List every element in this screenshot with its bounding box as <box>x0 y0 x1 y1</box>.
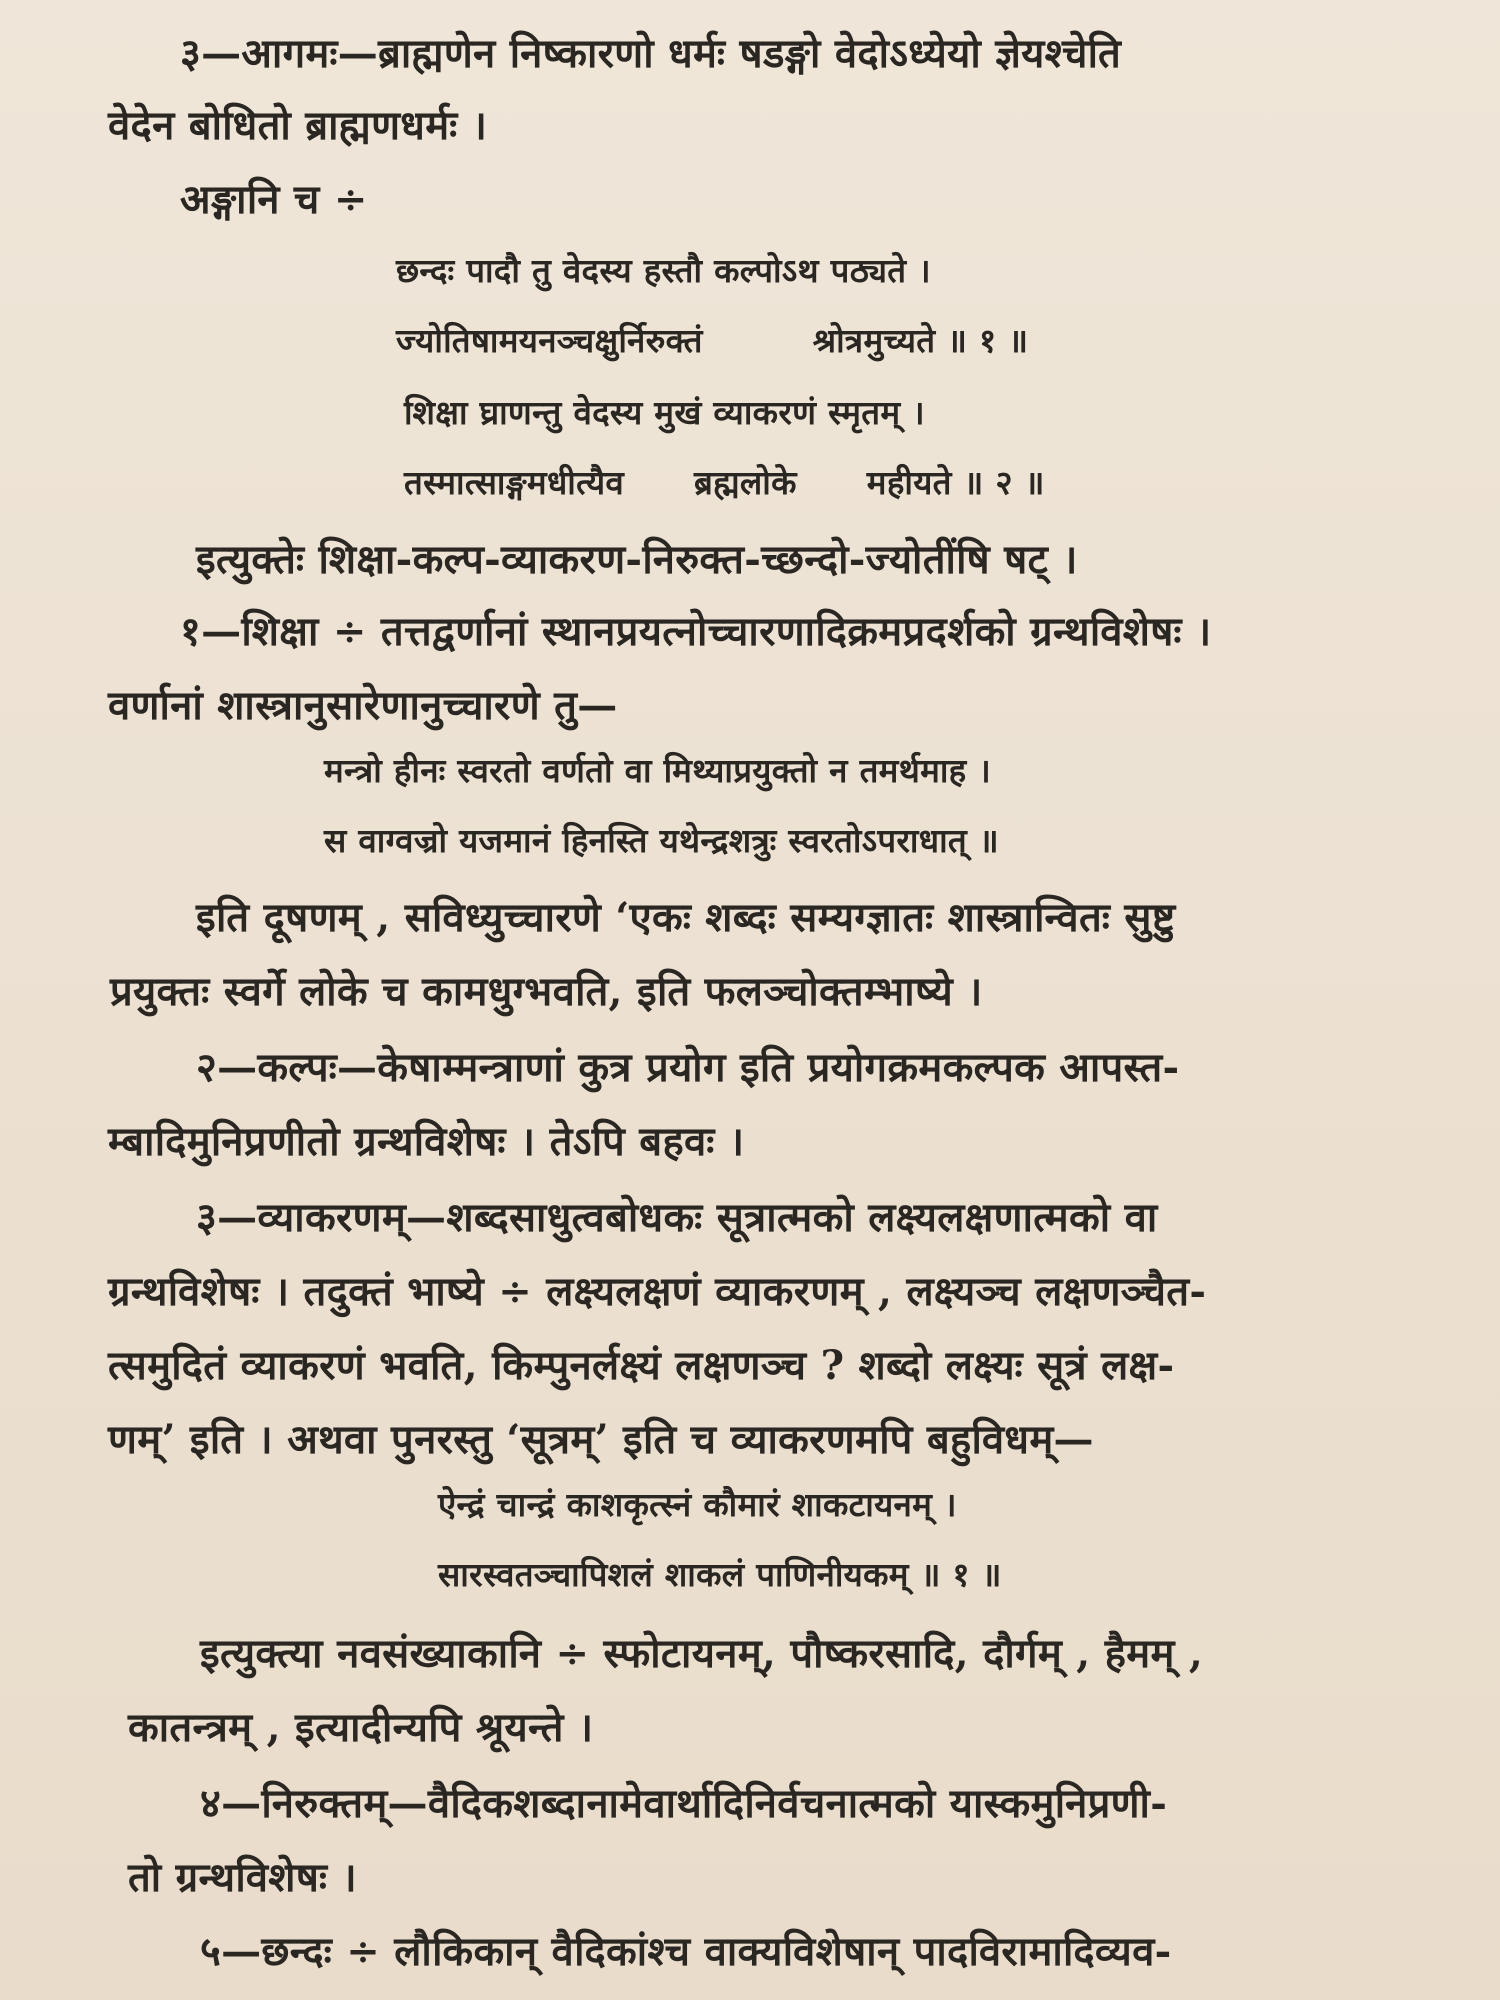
vyakarana-line-3: त्समुदितं व्याकरणं भवति, किम्पुनर्लक्ष्यं लक्षणञ्च ? शब्दो लक्ष्यः सूत्रं लक्ष- <box>108 1342 1175 1389</box>
chandah-line-1: ५—छन्दः ÷ लौकिकान् वैदिकांश्च वाक्यविशेषान् पादविरामादिव्यव- <box>200 1928 1172 1975</box>
verse-6: स वाग्वज्रो यजमानं हिनस्ति यथेन्द्रशत्रुः स्वरतोऽपराधात् ॥ <box>324 821 999 860</box>
para-agama-line-1: ३—आगमः—ब्राह्मणेन निष्कारणो धर्मः षडङ्गो वेदोऽध्येयो ज्ञेयश्चेति <box>180 30 1122 77</box>
ityukteh-line: इत्युक्तेः शिक्षा-कल्प-व्याकरण-निरुक्त-च्छन्दो-ज्योतींषि षट् । <box>196 536 1078 583</box>
vyakarana-line-1: ३—व्याकरणम्—शब्दसाधुत्वबोधकः सूत्रात्मको लक्ष्यलक्षणात्मको वा <box>196 1194 1158 1241</box>
verse-2-part-2: श्रोत्रमुच्यते ॥ १ ॥ <box>812 321 1029 360</box>
verse-4-part-1: तस्मात्साङ्गमधीत्यैव <box>404 463 625 502</box>
verse-4-part-2: ब्रह्मलोके <box>694 463 797 502</box>
ityuktya-line-2: कातन्त्रम् , इत्यादीन्यपि श्रूयन्ते । <box>128 1704 594 1751</box>
verse-1: छन्दः पादौ तु वेदस्य हस्तौ कल्पोऽथ पठ्यते । <box>396 251 931 290</box>
verse-8: सारस्वतञ्चापिशलं शाकलं पाणिनीयकम् ॥ १ ॥ <box>438 1555 1002 1594</box>
kalpa-line-2: म्बादिमुनिप्रणीतो ग्रन्थविशेषः । तेऽपि बहवः । <box>108 1118 745 1165</box>
nirukta-line-1: ४—निरुक्तम्—वैदिकशब्दानामेवार्थादिनिर्वचनात्मको यास्कमुनिप्रणी- <box>200 1780 1168 1827</box>
verse-7: ऐन्द्रं चान्द्रं काशकृत्स्नं कौमारं शाकटायनम् । <box>438 1485 957 1524</box>
nirukta-line-2: तो ग्रन्थविशेषः । <box>128 1854 357 1901</box>
angani-heading: अङ्गानि च ÷ <box>180 176 368 223</box>
shiksha-line-1: १—शिक्षा ÷ तत्तद्वर्णानां स्थानप्रयत्नोच्चारणादिक्रमप्रदर्शको ग्रन्थविशेषः । <box>180 608 1212 655</box>
verse-3: शिक्षा घ्राणन्तु वेदस्य मुखं व्याकरणं स्मृतम् । <box>404 393 925 432</box>
verse-5: मन्त्रो हीनः स्वरतो वर्णतो वा मिथ्याप्रयुक्तो न तमर्थमाह । <box>324 751 992 790</box>
verse-4 <box>404 458 1045 508</box>
verse-2 <box>396 316 1028 366</box>
vyakarana-line-2: ग्रन्थविशेषः । तदुक्तं भाष्ये ÷ लक्ष्यलक्षणं व्याकरणम् , लक्ष्यञ्च लक्षणञ्चैत- <box>108 1268 1207 1315</box>
verse-2-part-1: ज्योतिषामयनञ्चक्षुर्निरुक्तं <box>396 321 703 360</box>
shiksha-line-2: वर्णानां शास्त्रानुसारेणानुच्चारणे तु— <box>108 682 618 729</box>
dushanam-line-1: इति दूषणम् , सविध्युच्चारणे ‘एकः शब्दः सम्यग्ज्ञातः शास्त्रान्वितः सुष्टु <box>196 894 1176 941</box>
ityuktya-line-1: इत्युक्त्या नवसंख्याकानि ÷ स्फोटायनम्, पौष्करसादि, दौर्गम् , हैमम् , <box>200 1630 1204 1677</box>
kalpa-line-1: २—कल्पः—केषाम्मन्त्राणां कुत्र प्रयोग इति प्रयोगक्रमकल्पक आपस्त- <box>196 1044 1180 1091</box>
para-agama-line-2: वेदेन बोधितो ब्राह्मणधर्मः । <box>108 102 488 149</box>
dushanam-line-2: प्रयुक्तः स्वर्गे लोके च कामधुग्भवति, इति फलञ्चोक्तम्भाष्ये । <box>110 968 983 1015</box>
verse-4-part-3: महीयते ॥ २ ॥ <box>866 463 1045 502</box>
vyakarana-line-4: णम्’ इति । अथवा पुनरस्तु ‘सूत्रम्’ इति च व्याकरणमपि बहुविधम्— <box>108 1416 1094 1463</box>
